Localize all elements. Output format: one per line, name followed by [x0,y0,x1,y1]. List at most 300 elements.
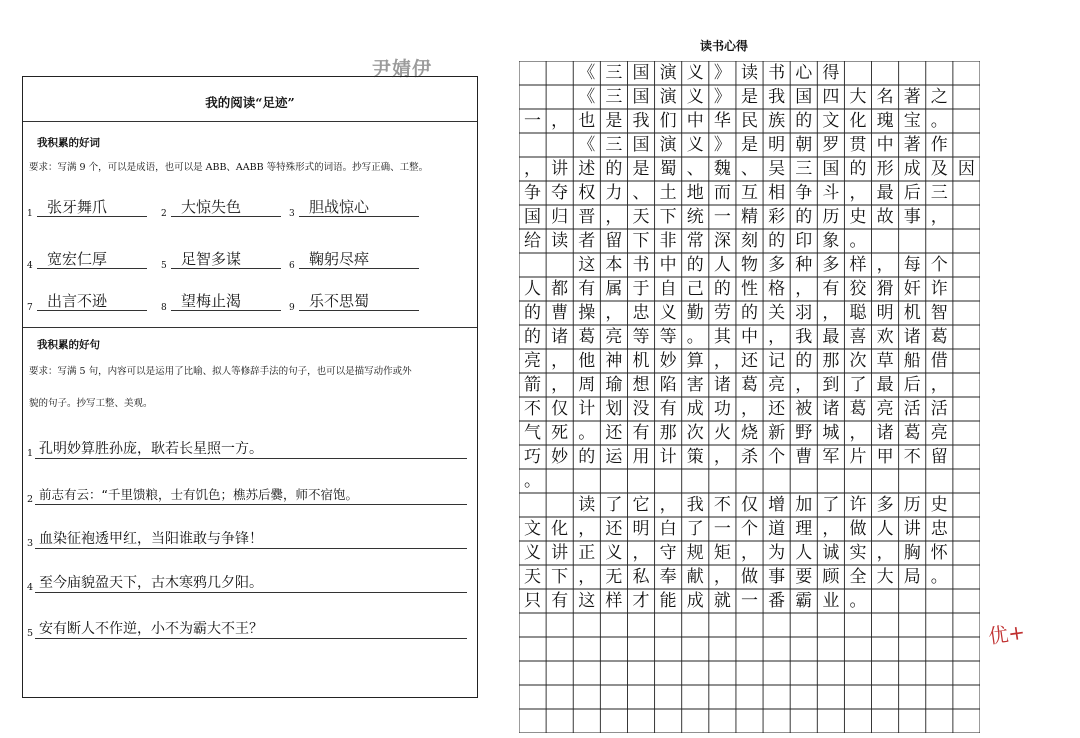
essay-char: 守 [659,543,677,563]
essay-char: 划 [605,399,623,419]
essay-char: 都 [551,279,569,299]
essay-char: 多 [876,495,894,515]
essay-char: 亮 [768,375,786,395]
sentence-item: 1 孔明妙算胜孙庞，耿若长星照一方。 [27,439,467,461]
essay-char: ， [876,543,894,563]
essay-char: 的 [795,111,813,131]
essay-char: 著 [903,87,921,107]
essay-char: 成 [686,399,704,419]
essay-char: 智 [930,303,948,323]
words-heading: 我积累的好词 [37,137,100,149]
essay-char: ， [578,519,596,539]
essay-char: 运 [605,447,623,467]
essay-char: 的 [795,351,813,371]
essay-char: 葛 [740,375,758,395]
essay-char: 有 [632,423,650,443]
essay-char: 演 [659,135,677,155]
essay-char: 军 [822,447,840,467]
essay-char: 下 [551,567,569,587]
essay-char: 自 [659,279,677,299]
essay-char: 我 [686,495,704,515]
essay-char: 的 [524,303,542,323]
essay-char: 被 [795,399,813,419]
essay-char: 》 [713,135,731,155]
essay-char: 形 [876,159,894,179]
essay-char: 操 [578,303,596,323]
essay-char: 们 [659,111,677,131]
essay-char: 葛 [578,327,596,347]
essay-char: 瑰 [876,111,894,131]
essay-char: 用 [632,447,650,467]
essay-line [519,373,980,397]
essay-char: 互 [740,183,758,203]
essay-char: 成 [686,591,704,611]
essay-char: 天 [632,207,650,227]
essay-char: 烧 [740,423,758,443]
essay-char: 义 [659,303,677,323]
essay-char: 亮 [524,351,542,371]
essay-char: 本 [605,255,623,275]
essay-char: 献 [686,567,704,587]
essay-line [519,253,980,277]
essay-char: 下 [659,207,677,227]
essay-char: ， [578,567,596,587]
essay-line [519,301,980,325]
essay-char: 多 [822,255,840,275]
essay-char: 城 [822,423,840,443]
essay-char: 历 [822,207,840,227]
essay-char: 的 [578,447,596,467]
essay-char: 是 [605,111,623,131]
essay-char: 一 [713,207,731,227]
essay-char: 局 [903,567,921,587]
essay-char: ， [795,375,813,395]
essay-char: 故 [876,207,894,227]
essay-char: 义 [686,87,704,107]
essay-char: 、 [686,159,704,179]
essay-char: 诸 [903,327,921,347]
essay-char: 演 [659,87,677,107]
essay-char: 三 [605,63,623,83]
essay-char: 明 [632,519,650,539]
essay-char: ， [822,519,840,539]
essay-char: 理 [795,519,813,539]
essay-char: 了 [686,519,704,539]
essay-char: 正 [578,543,596,563]
essay-char: 中 [876,135,894,155]
essay-char: 精 [740,207,758,227]
words-requirement: 要求：写满 9 个，可以是成语，也可以是 ABB、AABB 等特殊形式的词语。抄写正确、工整。 [29,162,429,173]
essay-line [519,445,980,469]
essay-char: 妙 [551,447,569,467]
essay-char: 国 [632,87,650,107]
essay-char: 最 [822,327,840,347]
essay-char: 属 [605,279,623,299]
essay-char: 三 [795,159,813,179]
essay-char: 人 [795,543,813,563]
essay-char: 他 [578,351,596,371]
essay-char: 。 [930,567,948,587]
essay-char: 亮 [930,423,948,443]
essay-char: 许 [849,495,867,515]
student-name: 尹婧伊 [372,58,433,80]
essay-char: 中 [740,327,758,347]
essay-char: 》 [713,87,731,107]
essay-char: 魏 [713,159,731,179]
word-item: 3 胆战惊心 [289,197,419,219]
essay-char: 而 [713,183,731,203]
word-item: 6 鞠躬尽瘁 [289,249,419,271]
essay-char: 中 [659,255,677,275]
essay-char: 胸 [903,543,921,563]
essay-char: 、 [740,159,758,179]
essay-char: 一 [524,111,542,131]
essay-char: 策 [686,447,704,467]
essay-char: 性 [740,279,758,299]
essay-char: 诸 [876,423,894,443]
essay-char: 它 [632,495,650,515]
essay-char: 仅 [551,399,569,419]
essay-char: 也 [578,111,596,131]
essay-char: 草 [876,351,894,371]
essay-char: 能 [659,591,677,611]
essay-char: ， [795,279,813,299]
essay-char: 个 [930,255,948,275]
essay-char: 有 [822,279,840,299]
essay-char: 三 [605,135,623,155]
sentences-requirement-line1: 要求：写满 5 句，内容可以是运用了比喻、拟人等修辞手法的句子，也可以是描写动作或外 [29,366,412,377]
essay-char: 之 [930,87,948,107]
essay-char: 宝 [903,111,921,131]
essay-char: ， [713,447,731,467]
essay-char: 曹 [795,447,813,467]
sentences-heading: 我积累的好句 [37,339,100,351]
essay-char: 人 [876,519,894,539]
essay-char: 化 [849,111,867,131]
essay-char: 一 [713,519,731,539]
essay-line [519,517,980,541]
sentence-item: 5 安有断人不作逆，小不为霸大不王？ [27,619,467,641]
essay-char: 统 [686,207,704,227]
essay-char: 矩 [713,543,731,563]
essay-char: 物 [740,255,758,275]
essay-char: 那 [659,423,677,443]
essay-char: 己 [686,279,704,299]
essay-char: 争 [795,183,813,203]
essay-char: 葛 [849,399,867,419]
essay-char: 有 [551,591,569,611]
essay-char: 读 [551,231,569,251]
essay-char: 道 [768,519,786,539]
essay-char: 亮 [605,327,623,347]
essay-char: 加 [795,495,813,515]
word-item: 9 乐不思蜀 [289,291,419,313]
essay-char: 到 [822,375,840,395]
essay-char: 是 [632,159,650,179]
essay-char: 夺 [551,183,569,203]
essay-char: 斗 [822,183,840,203]
essay-char: 留 [605,231,623,251]
essay-char: 四 [822,87,840,107]
essay-char: 义 [524,543,542,563]
essay-char: 晋 [578,207,596,227]
essay-char: 次 [849,351,867,371]
reading-footprint-worksheet [22,76,478,698]
essay-char: 增 [768,495,786,515]
essay-char: 文 [524,519,542,539]
essay-char: 我 [795,327,813,347]
essay-char: 实 [849,543,867,563]
essay-char: 是 [740,135,758,155]
essay-char: 计 [659,447,677,467]
essay-char: 了 [849,375,867,395]
essay-char: 诚 [822,543,840,563]
word-item: 4 宽宏仁厚 [27,249,147,271]
essay-char: 羽 [795,303,813,323]
essay-char: 曹 [551,303,569,323]
essay-char: 忠 [632,303,650,323]
essay-char: 忠 [930,519,948,539]
essay-title: 读书心得 [700,39,749,53]
essay-char: 争 [524,183,542,203]
essay-char: 诸 [713,375,731,395]
essay-char: 劳 [713,303,731,323]
essay-char: 的 [768,231,786,251]
essay-char: 史 [930,495,948,515]
essay-char: 新 [768,423,786,443]
essay-char: 事 [903,207,921,227]
essay-char: 了 [605,495,623,515]
essay-char: 演 [659,63,677,83]
essay-char: 不 [903,447,921,467]
essay-char: 华 [713,111,731,131]
essay-char: 片 [849,447,867,467]
word-item: 5 足智多谋 [161,249,281,271]
essay-line [519,349,980,373]
essay-char: 借 [930,351,948,371]
essay-char: 义 [605,543,623,563]
essay-char: 述 [578,159,596,179]
essay-char: 诸 [551,327,569,347]
essay-char: 功 [713,399,731,419]
essay-line [519,109,980,133]
essay-char: 欢 [876,327,894,347]
essay-line [519,565,980,589]
essay-char: 聪 [849,303,867,323]
essay-char: 甲 [876,447,894,467]
essay-char: 三 [605,87,623,107]
essay-char: 归 [551,207,569,227]
essay-char: 白 [659,519,677,539]
essay-char: 最 [876,375,894,395]
essay-char: ， [605,303,623,323]
essay-char: 顾 [822,567,840,587]
essay-char: 奉 [659,567,677,587]
essay-line [519,181,980,205]
essay-char: 机 [903,303,921,323]
essay-char: 朝 [795,135,813,155]
essay-char: 的 [686,255,704,275]
essay-char: 神 [605,351,623,371]
grade-mark: 优+ [986,619,1027,649]
essay-char: ， [930,207,948,227]
essay-char: 就 [713,591,731,611]
essay-char: 的 [795,207,813,227]
essay-char: 霸 [795,591,813,611]
essay-char: 讲 [903,519,921,539]
essay-char: 的 [740,303,758,323]
essay-char: 族 [768,111,786,131]
essay-char: 没 [632,399,650,419]
essay-char: 样 [849,255,867,275]
essay-char: 者 [578,231,596,251]
essay-char: 狡 [849,279,867,299]
essay-char: 大 [876,567,894,587]
essay-char: 记 [768,351,786,371]
essay-char: ， [551,351,569,371]
word-item: 7 出言不逊 [27,291,147,313]
essay-char: ， [849,423,867,443]
essay-char: 明 [876,303,894,323]
essay-char: 勤 [686,303,704,323]
essay-char: 还 [605,423,623,443]
essay-char: 关 [768,303,786,323]
essay-char: 讲 [551,543,569,563]
essay-char: 还 [740,351,758,371]
essay-char: 私 [632,567,650,587]
essay-char: 读 [578,495,596,515]
essay-char: 常 [686,231,704,251]
essay-char: 箭 [524,375,542,395]
essay-char: 害 [686,375,704,395]
sentence-item: 4 至今庙貌盈天下，古木寒鸦几夕阳。 [27,573,467,595]
essay-char: 次 [686,423,704,443]
essay-char: 番 [768,591,786,611]
essay-line [519,325,980,349]
essay-char: 国 [524,207,542,227]
essay-char: 怀 [930,543,948,563]
essay-char: 要 [795,567,813,587]
essay-char: 亮 [876,399,894,419]
essay-char: 成 [903,159,921,179]
essay-char: 我 [768,87,786,107]
essay-char: 印 [795,231,813,251]
sentences-requirement-line2: 貌的句子。抄写工整、美观。 [29,398,153,409]
essay-char: 中 [686,111,704,131]
essay-line [519,421,980,445]
essay-char: ， [659,495,677,515]
sentence-item: 2 前志有云：“千里馈粮，士有饥色；樵苏后爨，师不宿饱。 [27,485,467,507]
essay-char: 权 [578,183,596,203]
essay-char: 了 [822,495,840,515]
essay-char: 彩 [768,207,786,227]
essay-char: 野 [795,423,813,443]
essay-char: 有 [578,279,596,299]
essay-char: 陷 [659,375,677,395]
essay-char: 这 [578,591,596,611]
worksheet-title: 我的阅读“足迹” [205,95,295,110]
essay-char: 大 [849,87,867,107]
essay-char: ， [713,351,731,371]
essay-char: 及 [930,159,948,179]
essay-char: 不 [524,399,542,419]
essay-char: 三 [930,183,948,203]
essay-char: 活 [903,399,921,419]
essay-char: 作 [930,135,948,155]
essay-char: 、 [632,183,650,203]
essay-char: 讲 [551,159,569,179]
essay-char: 每 [903,255,921,275]
essay-char: 还 [768,399,786,419]
essay-char: 人 [713,255,731,275]
essay-char: 计 [578,399,596,419]
essay-char: 地 [686,183,704,203]
essay-char: 的 [713,279,731,299]
essay-char: 事 [768,567,786,587]
essay-char: 国 [795,87,813,107]
essay-char: 读 [740,63,758,83]
divider [23,121,477,122]
essay-line [519,229,980,253]
essay-line [519,157,980,181]
essay-char: 业 [822,591,840,611]
essay-char: 活 [930,399,948,419]
essay-char: 国 [822,159,840,179]
essay-char: 气 [524,423,542,443]
essay-char: ， [768,327,786,347]
essay-char: 于 [632,279,650,299]
essay-char: 我 [632,111,650,131]
essay-char: ， [713,567,731,587]
essay-char: 书 [768,63,786,83]
essay-char: 算 [686,351,704,371]
essay-char: 历 [903,495,921,515]
essay-char: 个 [768,447,786,467]
essay-line [519,397,980,421]
essay-char: 史 [849,207,867,227]
essay-char: 民 [740,111,758,131]
essay-char: ， [822,303,840,323]
essay-line [519,277,980,301]
essay-char: 文 [822,111,840,131]
essay-char: 。 [686,327,704,347]
essay-char: 名 [876,87,894,107]
essay-char: 义 [686,63,704,83]
essay-char: 死 [551,423,569,443]
essay-char: 只 [524,591,542,611]
essay-char: 做 [740,567,758,587]
essay-char: ， [876,255,894,275]
essay-char: 做 [849,519,867,539]
essay-char: 有 [659,399,677,419]
essay-char: ， [740,399,758,419]
essay-char: 留 [930,447,948,467]
essay-char: ， [524,159,542,179]
essay-char: 格 [768,279,786,299]
essay-line [519,541,980,565]
essay-char: 个 [740,519,758,539]
essay-char: 其 [713,327,731,347]
essay-char: 巧 [524,447,542,467]
essay-char: 义 [686,135,704,155]
essay-char: 天 [524,567,542,587]
essay-char: 规 [686,543,704,563]
essay-char: 杀 [740,447,758,467]
essay-char: ， [551,375,569,395]
essay-char: 《 [578,63,596,83]
essay-char: 样 [605,591,623,611]
essay-char: 象 [822,231,840,251]
